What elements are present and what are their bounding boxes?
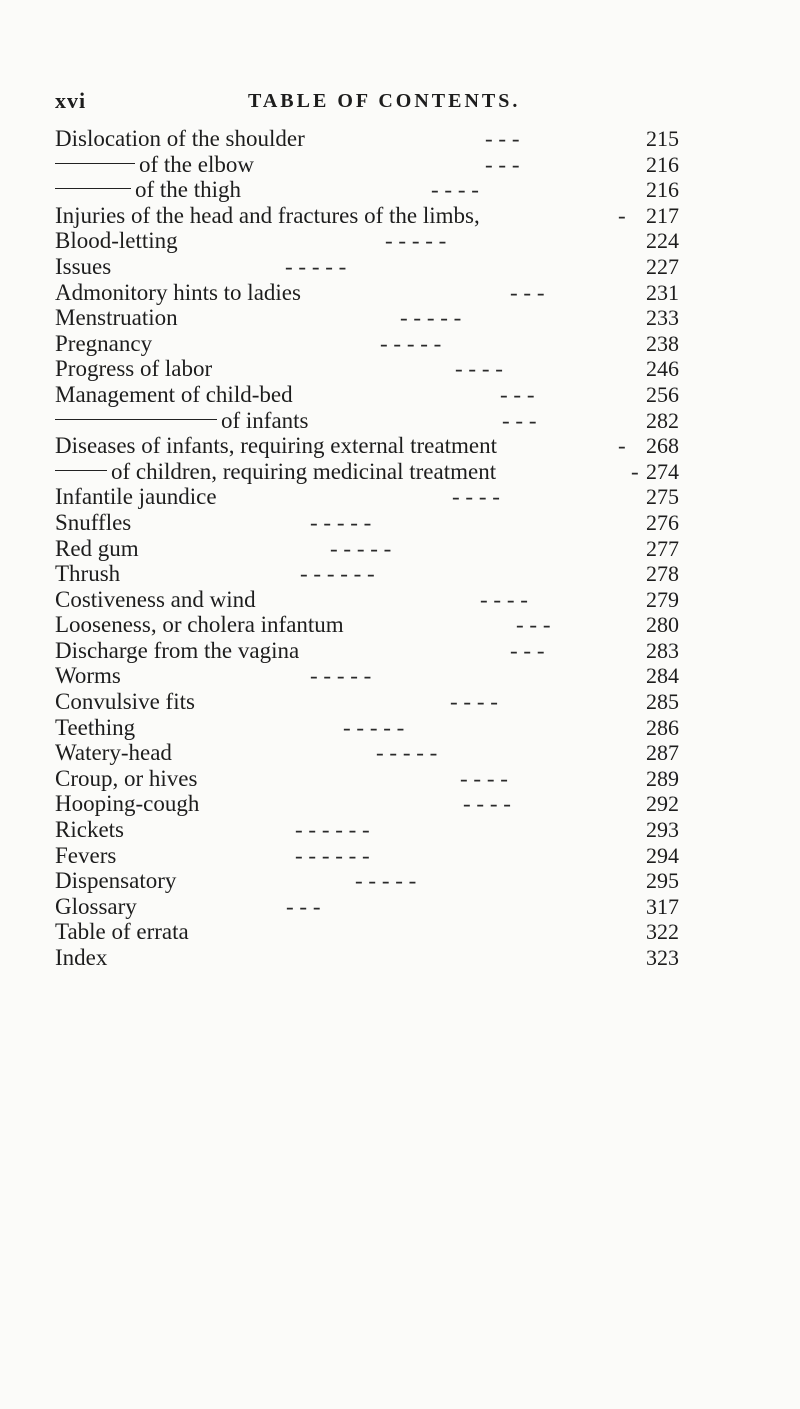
- dot-leaders: - - - - -: [385, 228, 447, 254]
- dot-leaders: -: [618, 202, 626, 228]
- toc-entry: [55, 894, 740, 920]
- entry-title: Fevers: [55, 842, 117, 868]
- page-number: xvi: [55, 88, 87, 113]
- dot-leaders: - - - - - -: [300, 561, 375, 587]
- entry-title: Blood-letting: [55, 228, 178, 254]
- entry-page-number: 294: [646, 842, 679, 868]
- dot-leaders: - - -: [510, 279, 545, 305]
- entry-title: Infantile jaundice: [55, 484, 217, 510]
- dot-leaders: - - -: [485, 151, 520, 177]
- toc-entry: [55, 817, 740, 843]
- toc-entry: [55, 612, 740, 638]
- dot-leaders: - - - - -: [343, 714, 405, 740]
- entry-page-number: 282: [646, 407, 679, 433]
- toc-entry: [55, 663, 740, 689]
- toc-entry: [55, 152, 740, 178]
- entry-title: Table of errata: [55, 919, 189, 945]
- dot-leaders: - - - - -: [285, 253, 347, 279]
- toc-entry: [55, 919, 740, 945]
- toc-entry: [55, 689, 740, 715]
- entry-page-number: 323: [646, 945, 679, 970]
- entry-title: Convulsive fits: [55, 689, 195, 715]
- dot-leaders: - - -: [502, 407, 537, 433]
- entry-page-number: 268: [646, 433, 679, 459]
- toc-entry: [55, 510, 740, 536]
- toc-entry: [55, 228, 740, 254]
- running-title: TABLE OF CONTENTS.: [248, 90, 521, 112]
- entry-page-number: 286: [646, 714, 679, 740]
- toc-entry: [55, 791, 740, 817]
- entry-title: Diseases of infants, requiring external treatment: [55, 433, 497, 459]
- toc-entry: [55, 638, 740, 664]
- toc-entry: [55, 715, 740, 741]
- dot-leaders: - - -: [286, 893, 321, 919]
- toc-entry: [55, 356, 740, 382]
- dot-leaders: - - - - -: [310, 663, 372, 689]
- entry-title: Rickets: [55, 817, 124, 843]
- page-header: [55, 88, 755, 118]
- ditto-rule: [55, 188, 131, 189]
- dot-leaders: - - - - -: [376, 740, 438, 766]
- dot-leaders: - - - - -: [310, 509, 372, 535]
- dot-leaders: - - - - - -: [295, 842, 370, 868]
- ditto-rule: [55, 470, 107, 471]
- entry-page-number: 231: [646, 279, 679, 305]
- dot-leaders: - - - -: [460, 765, 508, 791]
- toc-entry: [55, 561, 740, 587]
- entry-page-number: 285: [646, 689, 679, 715]
- entry-title: Dislocation of the shoulder: [55, 126, 305, 151]
- dot-leaders: - - -: [510, 637, 545, 663]
- entry-page-number: 246: [646, 356, 679, 382]
- toc-entry: [55, 433, 740, 459]
- entry-title: Admonitory hints to ladies: [55, 279, 301, 305]
- toc-entry: [55, 177, 740, 203]
- entry-page-number: 317: [646, 893, 679, 919]
- entry-title: Looseness, or cholera infantum: [55, 612, 344, 638]
- entry-title: Menstruation: [55, 305, 178, 331]
- table-of-contents: [55, 126, 740, 971]
- dot-leaders: - - -: [485, 126, 520, 151]
- toc-entry: [55, 408, 740, 434]
- dot-leaders: -: [631, 458, 639, 484]
- entry-page-number: 224: [646, 228, 679, 254]
- entry-title: Hooping-cough: [55, 791, 200, 817]
- toc-entry: [55, 868, 740, 894]
- dot-leaders: - - - - -: [380, 330, 442, 356]
- dot-leaders: - - -: [500, 381, 535, 407]
- entry-page-number: 227: [646, 253, 679, 279]
- ditto-rule: [55, 163, 135, 164]
- toc-entry: [55, 945, 740, 971]
- dot-leaders: - - - -: [463, 791, 511, 817]
- entry-page-number: 287: [646, 740, 679, 766]
- entry-title: Management of child-bed: [55, 381, 293, 407]
- entry-page-number: 275: [646, 484, 679, 510]
- entry-page-number: 217: [646, 202, 679, 228]
- toc-entry: [55, 331, 740, 357]
- entry-page-number: 276: [646, 509, 679, 535]
- entry-page-number: 279: [646, 586, 679, 612]
- toc-entry: [55, 459, 740, 485]
- entry-page-number: 256: [646, 381, 679, 407]
- entry-title: Worms: [55, 663, 121, 689]
- entry-page-number: 238: [646, 330, 679, 356]
- entry-page-number: 216: [646, 151, 679, 177]
- dot-leaders: - - - -: [480, 586, 528, 612]
- toc-entry: [55, 382, 740, 408]
- entry-page-number: 322: [646, 919, 679, 945]
- toc-entry: [55, 305, 740, 331]
- dot-leaders: - - - -: [452, 484, 500, 510]
- dot-leaders: - - - -: [455, 356, 503, 382]
- entry-title: Injuries of the head and fractures of the limbs,: [55, 202, 480, 228]
- dot-leaders: - - - - - -: [295, 817, 370, 843]
- entry-title: Costiveness and wind: [55, 586, 256, 612]
- toc-entry: [55, 203, 740, 229]
- entry-page-number: 216: [646, 177, 679, 203]
- entry-page-number: 293: [646, 817, 679, 843]
- dot-leaders: - - -: [516, 612, 551, 638]
- dot-leaders: - - - - -: [400, 305, 462, 331]
- entry-title: of infants: [55, 408, 309, 434]
- toc-entry: [55, 280, 740, 306]
- entry-title: Progress of labor: [55, 356, 213, 382]
- entry-title: Croup, or hives: [55, 765, 198, 791]
- entry-title: Pregnancy: [55, 330, 153, 356]
- entry-title: Index: [55, 945, 108, 970]
- dot-leaders: - - - -: [450, 689, 498, 715]
- entry-title: of children, requiring medicinal treatment: [55, 459, 496, 485]
- entry-page-number: 233: [646, 305, 679, 331]
- toc-entry: [55, 740, 740, 766]
- dot-leaders: - - - - -: [355, 868, 417, 894]
- toc-entry: [55, 484, 740, 510]
- entry-page-number: 215: [646, 126, 679, 151]
- entry-title: of the elbow: [55, 152, 254, 178]
- entry-title: Watery-head: [55, 740, 172, 766]
- entry-title: Teething: [55, 714, 136, 740]
- toc-entry: [55, 126, 740, 152]
- entry-title: Glossary: [55, 893, 137, 919]
- entry-title: of the thigh: [55, 177, 241, 203]
- toc-entry: [55, 843, 740, 869]
- entry-page-number: 278: [646, 561, 679, 587]
- entry-page-number: 295: [646, 868, 679, 894]
- toc-entry: [55, 587, 740, 613]
- entry-page-number: 274: [646, 458, 679, 484]
- entry-title: Dispensatory: [55, 868, 177, 894]
- entry-title: Discharge from the vagina: [55, 637, 300, 663]
- entry-page-number: 277: [646, 535, 679, 561]
- entry-page-number: 289: [646, 765, 679, 791]
- entry-title: Issues: [55, 253, 112, 279]
- entry-title: Thrush: [55, 561, 121, 587]
- entry-page-number: 284: [646, 663, 679, 689]
- toc-entry: [55, 766, 740, 792]
- dot-leaders: -: [618, 433, 626, 459]
- toc-entry: [55, 254, 740, 280]
- entry-title: Red gum: [55, 535, 139, 561]
- dot-leaders: - - - - -: [330, 535, 392, 561]
- entry-page-number: 283: [646, 637, 679, 663]
- entry-page-number: 292: [646, 791, 679, 817]
- ditto-rule: [55, 419, 217, 420]
- entry-page-number: 280: [646, 612, 679, 638]
- toc-entry: [55, 536, 740, 562]
- entry-title: Snuffles: [55, 509, 132, 535]
- dot-leaders: - - - -: [431, 177, 479, 203]
